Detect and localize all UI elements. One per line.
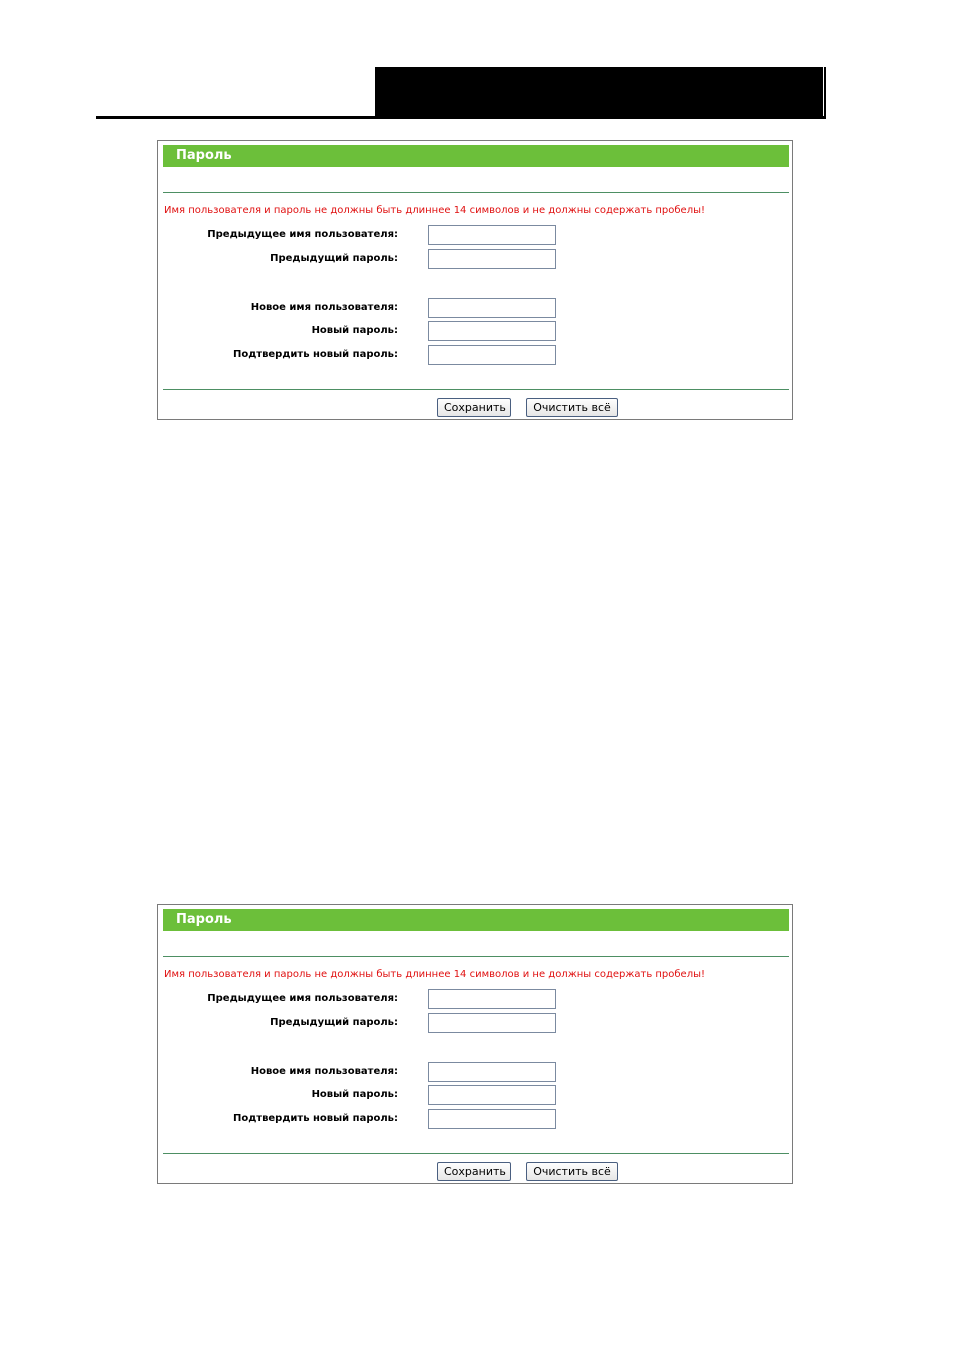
new-username-input[interactable] — [428, 298, 556, 318]
old-password-input[interactable] — [428, 249, 556, 269]
confirm-password-label: Подтвердить новый пароль: — [232, 349, 398, 360]
old-password-row — [158, 249, 794, 270]
clear-all-button[interactable]: Очистить всё — [526, 1162, 618, 1181]
separator-bottom — [163, 1153, 789, 1154]
old-username-row — [158, 989, 794, 1010]
confirm-password-row — [158, 1109, 794, 1130]
old-password-input[interactable] — [428, 1013, 556, 1033]
old-password-label: Предыдущий пароль: — [270, 1017, 398, 1028]
panel-title: Пароль — [163, 909, 789, 931]
old-username-label: Предыдущее имя пользователя: — [207, 229, 398, 240]
new-password-row — [158, 321, 794, 342]
separator-top — [163, 192, 789, 193]
new-password-input[interactable] — [428, 1085, 556, 1105]
old-username-row — [158, 225, 794, 246]
old-username-input[interactable] — [428, 225, 556, 245]
new-username-input[interactable] — [428, 1062, 556, 1082]
confirm-password-input[interactable] — [428, 1109, 556, 1129]
password-warning-note: Имя пользователя и пароль не должны быть длиннее 14 символов и не должны содержать пробелы! — [164, 205, 706, 216]
confirm-password-row — [158, 345, 794, 366]
new-password-label: Новый пароль: — [311, 1089, 398, 1100]
separator-top — [163, 956, 789, 957]
confirm-password-input[interactable] — [428, 345, 556, 365]
old-username-label: Предыдущее имя пользователя: — [207, 993, 398, 1004]
old-username-input[interactable] — [428, 989, 556, 1009]
old-password-row — [158, 1013, 794, 1034]
password-panel-1 — [157, 140, 793, 420]
save-button[interactable]: Сохранить — [437, 1162, 511, 1181]
new-username-row — [158, 298, 794, 319]
separator-bottom — [163, 389, 789, 390]
document-header-bar-edge — [824, 67, 826, 119]
new-password-input[interactable] — [428, 321, 556, 341]
confirm-password-label: Подтвердить новый пароль: — [232, 1113, 398, 1124]
clear-all-button[interactable]: Очистить всё — [526, 398, 618, 417]
document-header-bar — [375, 67, 823, 119]
save-button[interactable]: Сохранить — [437, 398, 511, 417]
document-header-rule — [96, 116, 826, 119]
new-username-label: Новое имя пользователя: — [250, 302, 398, 313]
new-username-row — [158, 1062, 794, 1083]
password-panel-2 — [157, 904, 793, 1184]
panel-title: Пароль — [163, 145, 789, 167]
new-password-row — [158, 1085, 794, 1106]
new-password-label: Новый пароль: — [311, 325, 398, 336]
password-warning-note: Имя пользователя и пароль не должны быть длиннее 14 символов и не должны содержать пробелы! — [164, 969, 706, 980]
new-username-label: Новое имя пользователя: — [250, 1066, 398, 1077]
old-password-label: Предыдущий пароль: — [270, 253, 398, 264]
